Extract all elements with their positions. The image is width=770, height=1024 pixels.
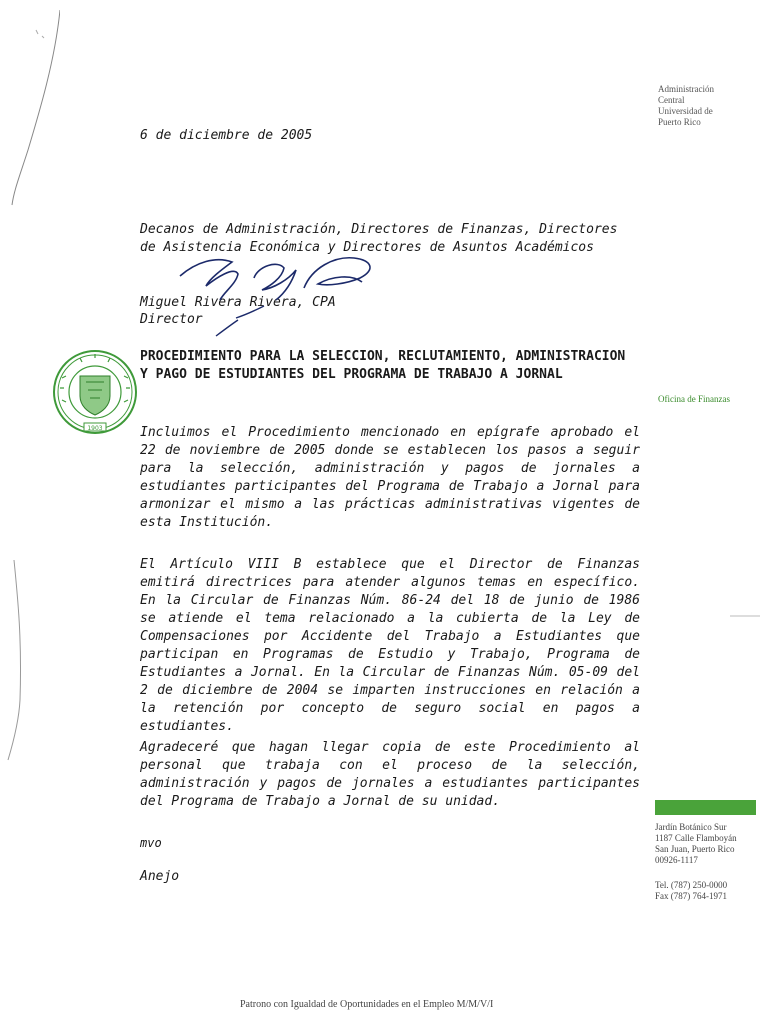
- org-line: Administración: [658, 84, 714, 94]
- body-paragraph: El Artículo VIII B establece que el Director de Finanzas emitirá directrices para atender algunos temas en específico. En la Circular de Finanzas Núm. 86-24 del 18 de junio de 1986 se atiende el tema relacionado a la cubierta de la Ley de Compensaciones por Accidente del Trabajo a Estudiantes que participan en Programas de Estudio y Trabajo, Programa de Estudiantes a Jornal. En la Circular de Finanzas Núm. 05-09 del 2 de diciembre de 2004 se imparten instrucciones en relación a la retención por concepto de seguro social en pagos a estudiantes.: [140, 557, 640, 734]
- enclosure-note: Anejo: [140, 869, 180, 884]
- university-seal: [50, 348, 140, 436]
- office-name: Oficina de Finanzas: [658, 394, 730, 404]
- body-paragraph: Agradeceré que hagan llegar copia de este Procedimiento al personal que trabaja con el proceso de la selección, administración y pagos de jornales a estudiantes participantes del Programa de Trabajo a Jornal de su unidad.: [140, 740, 640, 809]
- footer-equal-opportunity: Patrono con Igualdad de Oportunidades en el Empleo M/M/V/I: [240, 999, 494, 1010]
- address-line: 1187 Calle Flamboyán: [655, 833, 737, 843]
- sender-title: Director: [140, 312, 203, 327]
- organization-block: [658, 84, 768, 128]
- contact-block: [655, 880, 727, 902]
- phone-number: Tel. (787) 250-0000: [655, 880, 728, 890]
- seal-year: 1903: [87, 425, 103, 432]
- accent-bar: [655, 800, 756, 815]
- address-line: Jardín Botánico Sur: [655, 822, 727, 832]
- org-line: Central: [658, 95, 685, 105]
- body-paragraph: Incluimos el Procedimiento mencionado en epígrafe aprobado el 22 de noviembre de 2005 donde se establecen los pasos a seguir para la selección, administración y pagos de jornales a estudiantes participantes del Programa de Trabajo a Jornal para armonizar el mismo a las prácticas administrativas vigentes de esta Institución.: [140, 425, 640, 530]
- sender-name: Miguel Rivera Rivera, CPA: [140, 295, 336, 310]
- recipients: Decanos de Administración, Directores de Finanzas, Directores de Asistencia Económica y Directores de Asuntos Académicos: [140, 222, 618, 255]
- handwritten-signature: [176, 248, 386, 338]
- org-line: Universidad de: [658, 106, 713, 116]
- address-line: 00926-1117: [655, 855, 698, 865]
- fax-number: Fax (787) 764-1971: [655, 891, 727, 901]
- address-block: [655, 822, 767, 866]
- scan-right-mark: [730, 614, 760, 618]
- org-line: Puerto Rico: [658, 117, 701, 127]
- address-line: San Juan, Puerto Rico: [655, 844, 735, 854]
- subject-line: PROCEDIMIENTO PARA LA SELECCION, RECLUTAMIENTO, ADMINISTRACION Y PAGO DE ESTUDIANTES DEL PROGRAMA DE TRABAJO A JORNAL: [140, 349, 626, 382]
- scan-margin-marks: [0, 0, 60, 1024]
- typist-initials: mvo: [140, 836, 162, 850]
- letter-date: 6 de diciembre de 2005: [140, 128, 313, 143]
